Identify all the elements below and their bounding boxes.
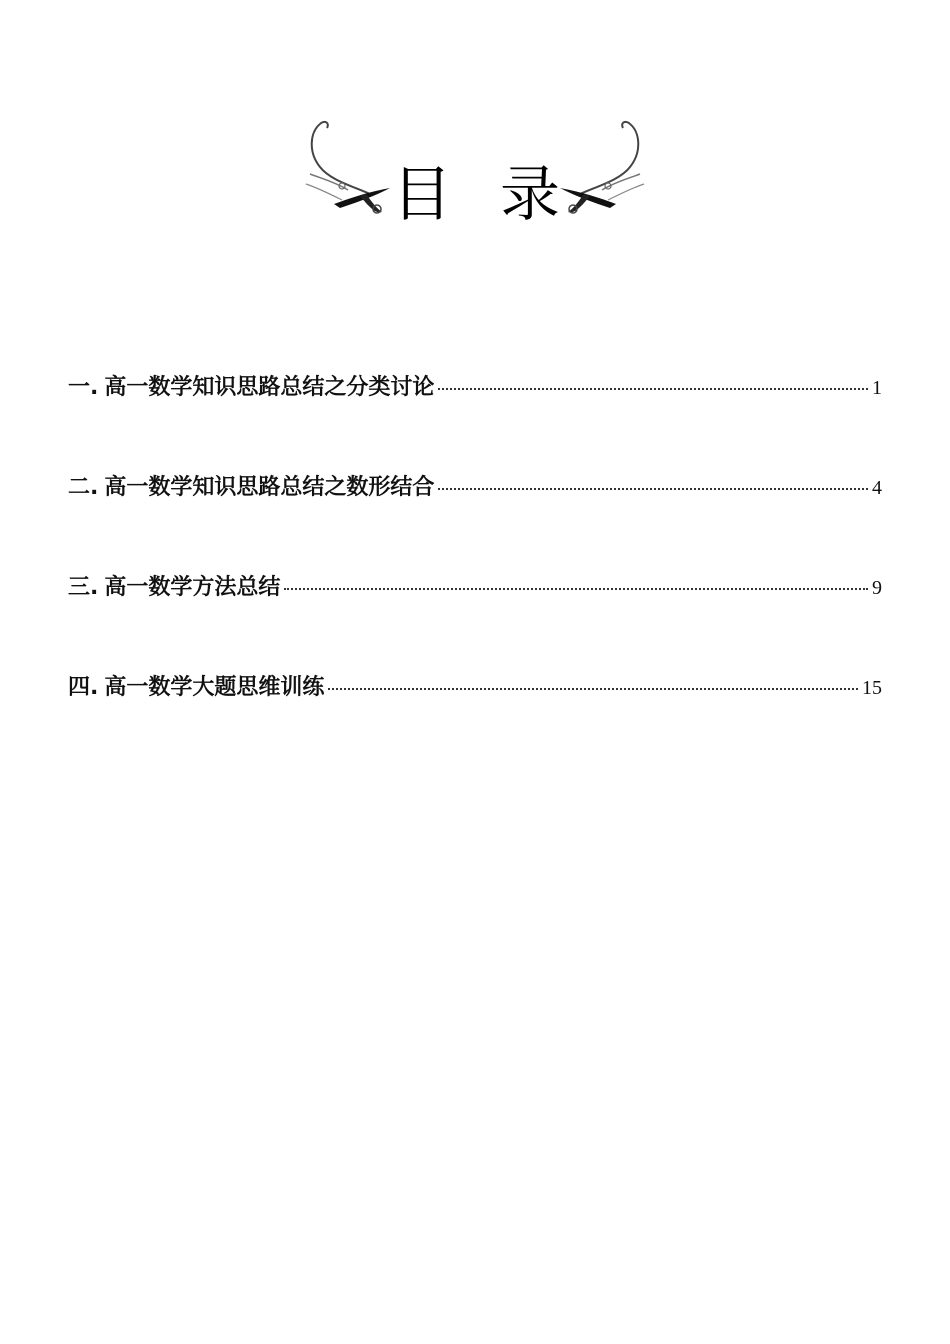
title-char-1: 目 [392, 160, 452, 230]
right-flourish-icon [550, 112, 650, 232]
toc-entry-number: 四. [68, 675, 99, 700]
toc-entry-label: 高一数学大题思维训练 [104, 675, 325, 700]
toc-title-block [300, 112, 650, 242]
toc-entry-1[interactable] [68, 370, 882, 410]
toc-entry-number: 一. [68, 375, 99, 400]
dot-leader [438, 387, 868, 390]
toc-entry-3[interactable] [68, 570, 882, 610]
toc-entry-number: 二. [68, 475, 99, 500]
toc-entry-page: 15 [862, 677, 882, 699]
toc-entry-label: 高一数学知识思路总结之分类讨论 [104, 375, 435, 400]
toc-entry-page: 9 [872, 577, 882, 599]
left-flourish-icon [300, 112, 400, 232]
title-char-2: 录 [500, 160, 560, 230]
dot-leader [438, 487, 868, 490]
toc-entry-label: 高一数学方法总结 [104, 575, 281, 600]
toc-entry-4[interactable] [68, 670, 882, 710]
dot-leader [328, 687, 858, 690]
dot-leader [284, 587, 868, 590]
toc-entry-number: 三. [68, 575, 99, 600]
toc-entry-page: 1 [872, 377, 882, 399]
toc-entry-label: 高一数学知识思路总结之数形结合 [104, 475, 435, 500]
toc-entry-2[interactable] [68, 470, 882, 510]
table-of-contents [68, 370, 882, 770]
toc-entry-page: 4 [872, 477, 882, 499]
